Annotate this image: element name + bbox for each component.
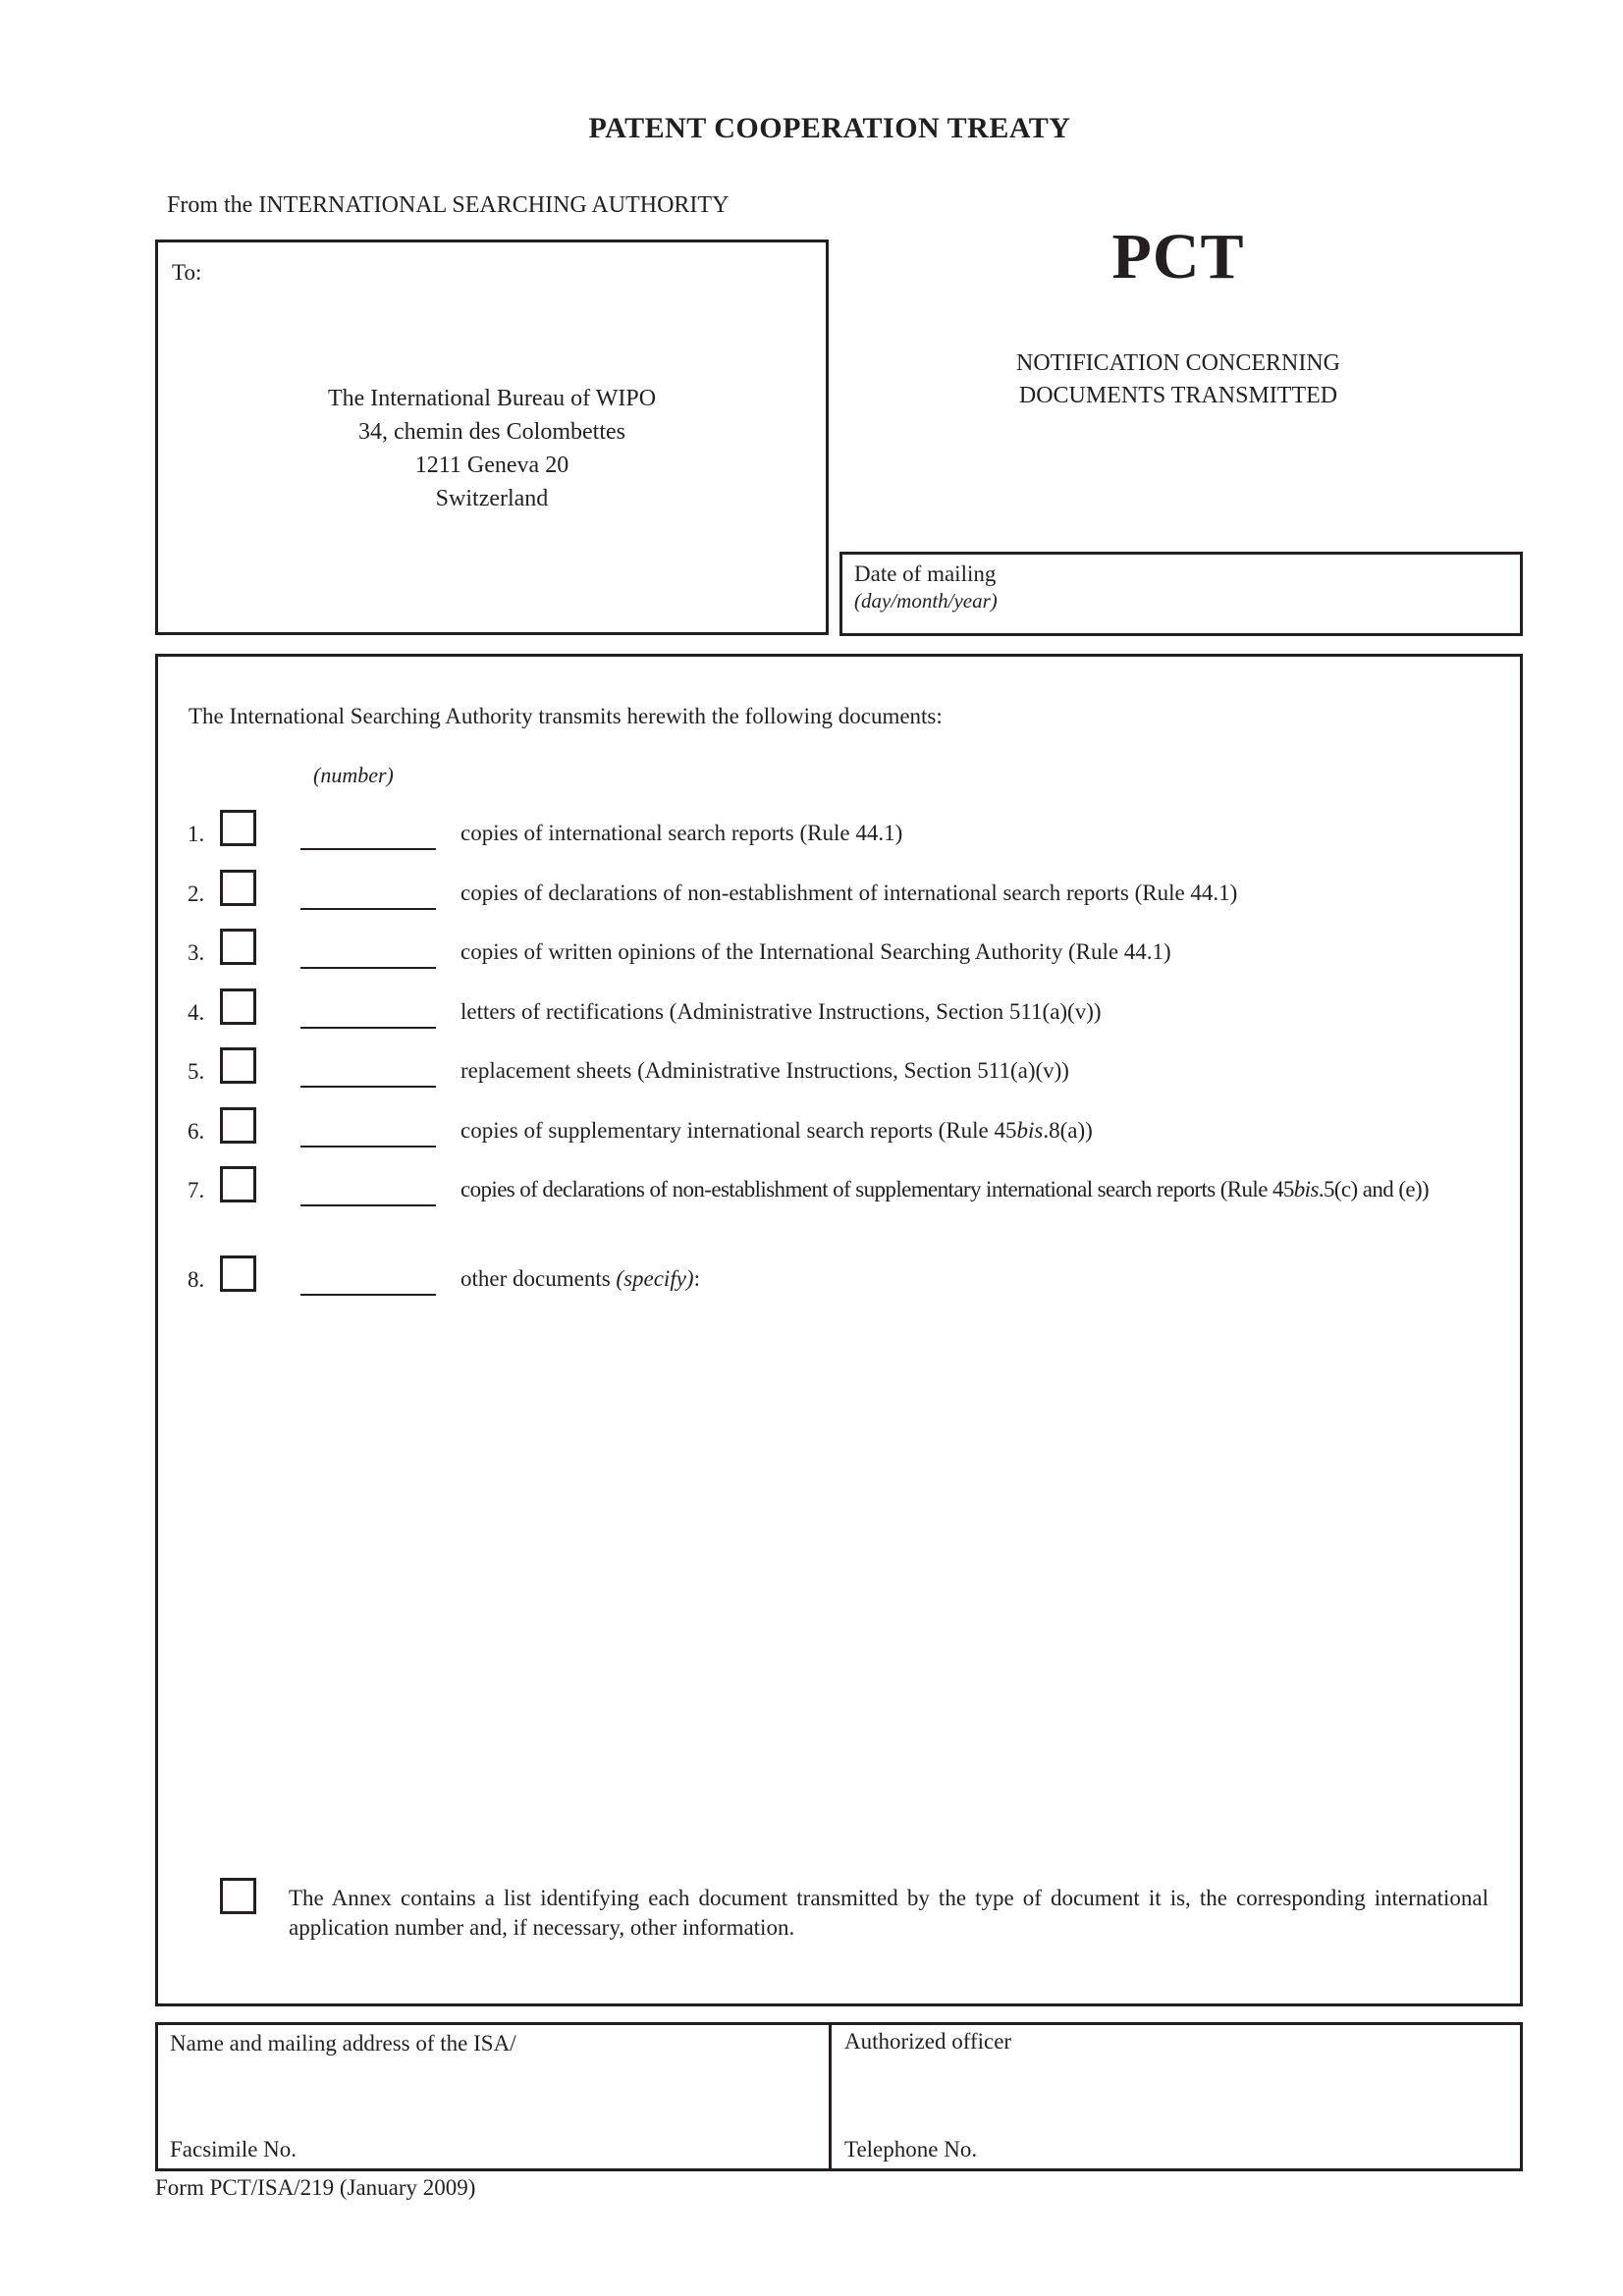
notification-title [933,347,1424,412]
item-2-checkbox[interactable] [220,870,256,906]
date-format-label: (day/month/year) [854,589,998,613]
addressee-address [158,382,826,515]
item-3-text: copies of written opinions of the International Searching Authority (Rule 44.1) [460,939,1171,964]
footer-divider [829,2025,832,2168]
item-8-text [460,1264,700,1294]
item-8-text-italic: (specify) [616,1266,694,1291]
item-6-checkbox[interactable] [220,1107,256,1144]
item-number: 7. [188,1178,205,1202]
item-7-text-end: .5(c) and (e)) [1318,1177,1430,1201]
item-2-text: copies of declarations of non-establishment of international search reports (Rule 44.1) [460,881,1238,905]
name-address-label: Name and mailing address of the ISA/ [170,2031,516,2056]
item-5-number-field[interactable] [300,1086,436,1088]
item-8-text-main: other documents [460,1266,617,1291]
item-number: 2. [188,881,205,906]
item-7-text [460,1175,1491,1204]
annex-text: The Annex contains a list identifying each document transmitted by the type of document it is, the corresponding international application number and, if necessary, other information. [289,1886,1488,1940]
address-line: The International Bureau of WIPO [327,386,657,411]
to-label: To: [172,260,202,285]
form-id: Form PCT/ISA/219 (January 2009) [155,2175,476,2200]
facsimile-label: Facsimile No. [170,2137,298,2162]
annex-checkbox[interactable] [220,1878,256,1914]
item-2-number-field[interactable] [300,908,436,910]
date-of-mailing-label: Date of mailing [854,561,997,586]
item-4-text: letters of rectifications (Administrative Instructions, Section 511(a)(v)) [460,999,1102,1024]
item-6-text-end: .8(a)) [1043,1118,1093,1143]
item-4-checkbox[interactable] [220,988,256,1025]
item-1-checkbox[interactable] [220,810,256,846]
item-6-text-main: copies of supplementary international search reports (Rule 45 [460,1118,1017,1143]
item-1-number-field[interactable] [300,848,436,850]
item-7-text-italic: bis [1293,1177,1319,1201]
item-3-number-field[interactable] [300,967,436,969]
documents-intro: The International Searching Authority transmits herewith the following documents: [189,704,943,728]
item-7-text-main: copies of declarations of non-establishment of supplementary international search reports (Rule 45 [460,1177,1294,1201]
item-6-text [460,1116,1093,1146]
from-line: From the INTERNATIONAL SEARCHING AUTHORITY [167,192,730,218]
item-4-number-field[interactable] [300,1027,436,1029]
item-7-number-field[interactable] [300,1204,436,1206]
address-line: Switzerland [435,486,549,511]
item-1-text: copies of international search reports (Rule 44.1) [460,821,903,845]
notification-line: DOCUMENTS TRANSMITTED [1018,383,1338,408]
date-of-mailing-box[interactable] [839,552,1523,636]
form-title: PATENT COOPERATION TREATY [588,112,1071,144]
item-number: 4. [188,1000,205,1025]
addressee-box [155,240,829,635]
item-number: 5. [188,1059,205,1084]
address-line: 1211 Geneva 20 [414,453,569,478]
item-6-text-italic: bis [1016,1118,1044,1143]
authorized-officer-label: Authorized officer [844,2029,1012,2054]
item-5-text: replacement sheets (Administrative Instructions, Section 511(a)(v)) [460,1058,1069,1083]
item-5-checkbox[interactable] [220,1047,256,1084]
pct-heading: PCT [1111,221,1245,293]
item-number: 3. [188,940,205,965]
item-number: 1. [188,822,205,846]
isa-footer-box [155,2022,1523,2171]
item-8-text-end: : [693,1266,700,1291]
documents-box [155,654,1523,2006]
address-line: 34, chemin des Colombettes [358,419,625,445]
number-column-label: (number) [313,763,394,787]
item-3-checkbox[interactable] [220,929,256,965]
item-7-checkbox[interactable] [220,1166,256,1202]
item-8-number-field[interactable] [300,1294,436,1296]
item-6-number-field[interactable] [300,1146,436,1148]
item-number: 8. [188,1267,205,1292]
item-8-checkbox[interactable] [220,1255,256,1292]
telephone-label: Telephone No. [844,2137,978,2162]
notification-line: NOTIFICATION CONCERNING [1016,350,1340,376]
item-number: 6. [188,1119,205,1144]
